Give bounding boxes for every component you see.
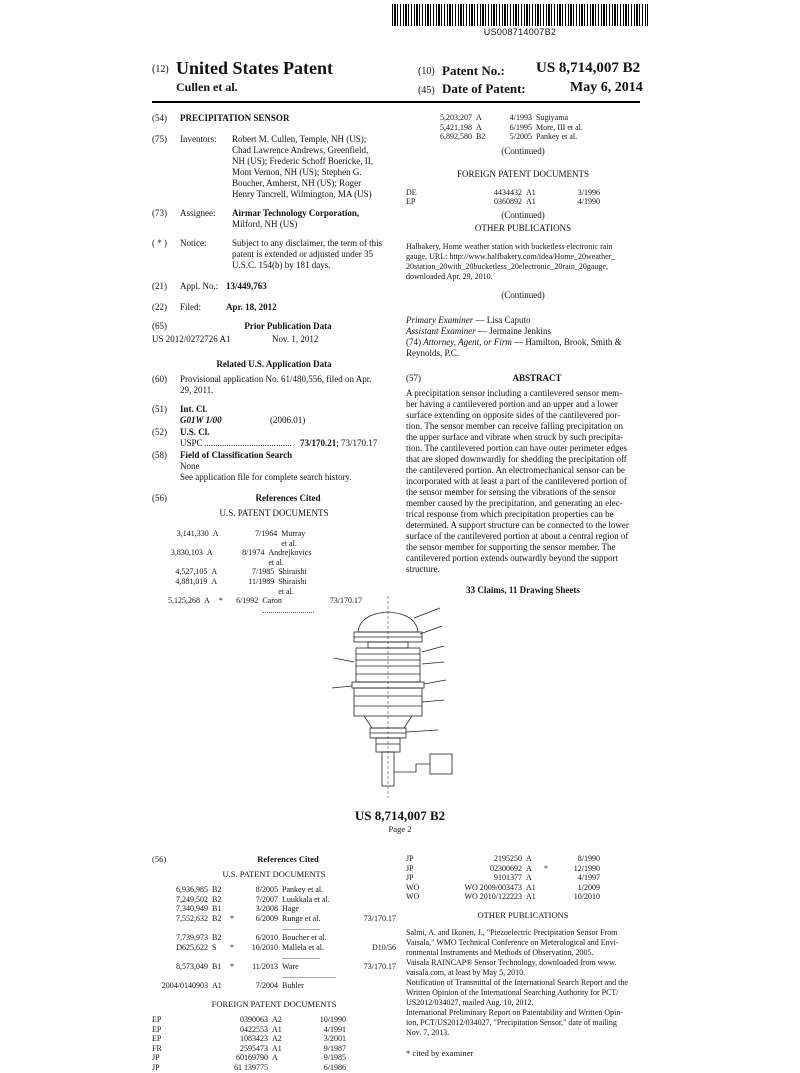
foreign-country: JP	[406, 854, 414, 863]
foreign-date: 4/1997	[577, 873, 600, 883]
foreign-star	[544, 892, 554, 902]
reference-row	[152, 981, 396, 991]
abstract-text	[406, 388, 640, 575]
foreign-kd: A1	[272, 1024, 282, 1034]
foreign-country: JP	[406, 873, 414, 883]
ref-date: 8/2005	[255, 885, 278, 894]
inventor-line: Mont Vernon, NH (US); Stephen G.	[232, 167, 362, 177]
foreign-pn: 2595473	[240, 1043, 268, 1053]
ref-pn: D625,622	[176, 942, 208, 952]
foreign-star	[290, 1063, 300, 1073]
text-line: 20station_20with_20bucketless_20electronic_20rain_20gauge,	[406, 261, 608, 271]
reference-row	[154, 567, 362, 577]
invention-title: PRECIPITATION SENSOR	[180, 113, 290, 123]
foreign-pn: 1083423	[240, 1034, 268, 1044]
field-73-assignee: (73) Assignee: Airmar Technology Corporation, Milford, NH (US)	[152, 208, 360, 229]
page2-left-column: (56) References Cited U.S. PATENT DOCUMENTS 6,936,985 B2 8/2005 Pankey et al. 7,249,502 B2 7/2007 Luukkala et al. 7,340,949 B1 3/2008 Hage 7,552,632 B2 * 6/2009 Runge et al. ................... 73/170.17 7,739,973 B2 6/2010 Boucher et al. D625,622 S * 10/2010 Mallela et al. ................... D10/56 8,573,049 B1 * 11/2013 Ware ........................... 73/170.17 2004/0140903 A1 7/2004 Buhler FOREIGN PATENT DOCUMENTS EP 0390063 A2 10/1990 EP 0422553 A1 4/1991 EP 1083423 A2 3/2001 FR 2595473 A1 9/1987 JP 60169790 A 9/1985 JP 61 139775 6/1986	[152, 854, 396, 1072]
ref-cls: 73/170.17	[329, 596, 362, 606]
foreign-date: 1/2009	[577, 882, 600, 892]
page2-foreign-title: FOREIGN PATENT DOCUMENTS	[211, 998, 337, 1009]
foreign-kd: A2	[272, 1034, 282, 1044]
ref-cls	[305, 529, 362, 548]
foreign-row	[152, 1025, 396, 1035]
foreign-country: JP	[152, 1053, 160, 1063]
continued-reference-list	[406, 113, 640, 142]
ref-star	[230, 981, 240, 991]
inventor-line: Boucher, Amherst, NH (US); Roger	[232, 178, 362, 188]
foreign-date: 10/2010	[573, 892, 600, 902]
foreign-country: EP	[406, 197, 416, 207]
ref-name: Caron ..........................	[262, 596, 315, 615]
primary-examiner: Primary Examiner — Lisa Caputo	[406, 314, 531, 325]
field-56: (56) References Cited	[152, 493, 321, 503]
foreign-row	[152, 1034, 396, 1044]
ref-date: 11/2013	[252, 961, 278, 971]
text-line: tion. The cantilevered portion can have outer perimeter edges	[406, 442, 627, 453]
ref-date: 3/2008	[255, 904, 278, 914]
foreign-date: 3/1996	[577, 187, 600, 197]
ref-pn: 4,527,105	[175, 567, 208, 577]
field-notice: ( * ) Notice: Subject to any disclaimer, the term of this patent is extended or adjusted under 35 U.S.C. 154(b) by 181 days.	[152, 238, 383, 270]
code-12: (12)	[152, 64, 169, 75]
barcode-number: US008714007B2	[483, 27, 557, 37]
foreign-country: JP	[152, 1063, 160, 1072]
text-line: surface of the cantilevered portion at about a central region of	[406, 530, 629, 541]
foreign-row	[406, 197, 640, 207]
ref-date: 6/2009	[255, 913, 278, 923]
right-column: 5,203,207 A 4/1993 Sugiyama 5,421,198 A 6/1995 More, III et al. 6,892,580 B2 5/2005 Pankey et al. (Continued) FOREIGN PATENT DOCUMENTS DE 4434432 A1 3/1996 EP 0360892 A1 4/1990 (Continued) OTHER PUBLICATIONS Halbakery, Home weather station with bucketless electronic rain gauge, URL: http://www.halfbakery.com/idea/Home_20weather_ 20station_20with_20bucketless_20electronic_20rain_20gauge, downloaded Apr. 29, 2010. (Continued) Primary Examiner — Lisa Caputo Assistant Examiner — Jermaine Jenkins (74) Attorney, Agent, or Firm — Hamilton, Brook, Smith & Reynolds, P.C. (57) ABSTRACT A precipitation sensor including a cantilevered sensor mem- ber having a cantilevered portion and an upper and a lower surface extending on opposite sides of the cantilevered por- tion. The sensor member can receive falling precipitation on the upper surface and vibrate when struck by such precipita- tion. The cantilevered portion can have outer perimeter edges that are sloped downwardly for shedding the precipitation off the cantilevered portion. An electromechanical sensor can be incorporated with at least a part of the cantilevered portion of the sensor member for sensing the vibrations of the sensor member caused by the precipitation, and generating an elec- trical response from which precipitation properties can be determined. A support structure can be connected to the lower surface of the cantilevered portion at about a central region of the sensor member for supporting the sensor member. The cantilevered portion extends outwardly beyond the support structure. 33 Claims, 11 Drawing Sheets	[406, 113, 640, 596]
ref-star	[230, 904, 240, 914]
text-line: structure.	[406, 563, 440, 574]
foreign-pn: 2195250	[494, 854, 522, 863]
page2-right-column	[406, 854, 640, 1059]
ref-kd: A	[211, 567, 218, 577]
foreign-country: EP	[152, 1034, 162, 1044]
text-line: Vaisala," WMO Technical Conference on Meterological and Envi-	[406, 938, 619, 948]
inventor-line: Chad Lawrence Andrews, Greenfield,	[232, 145, 369, 155]
foreign-date: 9/1987	[323, 1043, 346, 1053]
related-app-title: Related U.S. Application Data	[216, 359, 332, 369]
foreign-star	[290, 1053, 300, 1063]
text-line: vaisala.com, at least by May 5, 2010.	[406, 968, 526, 978]
field-60: (60) Provisional application No. 61/480,556, filed on Apr. 29, 2011.	[152, 374, 372, 395]
text-line: trical response from which precipitation properties can be	[406, 508, 614, 519]
attorney: (74) Attorney, Agent, or Firm — Hamilton, Brook, Smith &	[406, 336, 622, 347]
inventor-line: NH (US); Frederic Schoff Boericke, II,	[232, 156, 374, 166]
text-line: ion, PCT/US2012/034027, "Precipitation Sensor," date of mailing	[406, 1018, 617, 1028]
ref-star: *	[230, 913, 234, 923]
page2-us-reference-list	[152, 885, 396, 991]
foreign-date: 3/2001	[323, 1034, 346, 1044]
ref-star	[230, 895, 240, 905]
text-line: downloaded Apr. 29, 2010.	[406, 271, 493, 281]
ref-cls: 73/170.17	[363, 913, 396, 923]
ref-cls	[338, 904, 396, 914]
ref-star	[223, 548, 232, 567]
ref-name: Shiraishi	[278, 567, 307, 577]
date-label: Date of Patent:	[442, 81, 526, 96]
text-line: the cantilevered portion. An electromechanical sensor can be	[406, 464, 625, 475]
inventor-short: Cullen et al.	[176, 80, 238, 94]
cited-by-examiner: * cited by examiner	[406, 1048, 474, 1059]
foreign-row	[152, 1015, 396, 1025]
ref-cls: 73/170.17	[363, 961, 396, 971]
inventor-line: Robert M. Cullen, Temple, NH (US);	[232, 134, 367, 144]
ref-kd: B2	[212, 894, 222, 904]
ref-name: Boucher et al.	[282, 932, 327, 942]
foreign-date: 8/1990	[577, 854, 600, 863]
ref-date: 6/1992	[236, 596, 259, 606]
ref-kd: S	[212, 942, 217, 952]
inventor-line: Henry Tancrell, Wilmington, MA (US)	[232, 189, 372, 199]
ref-kd: A	[211, 576, 218, 586]
foreign-pn: 60169790	[236, 1053, 268, 1063]
foreign-pn: 9101377	[494, 873, 522, 883]
foreign-row	[406, 188, 640, 198]
ref-star	[230, 885, 240, 895]
foreign-kd: A	[526, 873, 532, 883]
foreign-star	[544, 854, 554, 864]
page2-foreign-list-right	[406, 854, 640, 902]
ref-cls	[338, 885, 396, 895]
ref-pn: 5,203,207	[440, 113, 472, 122]
ref-name: Mallela et al. ...................	[282, 942, 324, 962]
foreign-row	[406, 883, 640, 893]
foreign-star	[544, 883, 554, 893]
patent-no-label: Patent No.:	[442, 63, 505, 78]
foreign-date: 4/1991	[323, 1024, 346, 1034]
ref-name: Pankey et al.	[282, 885, 324, 894]
foreign-star	[290, 1025, 300, 1035]
ref-pn: 8,573,049	[176, 961, 208, 971]
ref-pn: 7,739,973	[176, 932, 208, 942]
ref-kd: B2	[476, 132, 486, 142]
ref-cls	[338, 895, 396, 905]
ref-pn: 2004/0140903	[161, 980, 208, 990]
text-line: that are sloped downwardly for shedding the precipitation off	[406, 453, 627, 464]
barcode	[392, 4, 648, 26]
reference-row	[152, 914, 396, 933]
foreign-country: WO	[406, 892, 420, 902]
ref-pn: 5,421,198	[440, 122, 472, 132]
foreign-star	[544, 873, 554, 883]
ref-name: Runge et al. ...................	[282, 913, 321, 933]
page2-other-title: OTHER PUBLICATIONS	[477, 909, 569, 920]
text-line: International Preliminary Report on Patentability and Written Opin-	[406, 1008, 624, 1018]
ref-kd: B2	[212, 932, 222, 942]
ref-star	[230, 529, 240, 548]
ref-pn: 6,936,985	[176, 885, 208, 894]
ref-name: Hage	[282, 904, 299, 914]
ref-pn: 5,125,268	[168, 596, 201, 606]
foreign-country: DE	[406, 187, 417, 197]
continued-2: (Continued)	[501, 209, 545, 220]
ref-date: 7/2007	[255, 894, 278, 904]
us-patent-docs-title: U.S. PATENT DOCUMENTS	[219, 508, 329, 518]
representative-drawing	[318, 592, 468, 802]
left-column: (54) PRECIPITATION SENSOR (75) Inventors: Robert M. Cullen, Temple, NH (US); Chad Lawrence Andrews, Greenfield, NH (US); Frederic Schoff Boericke, II, Mont Vernon, NH (US); Stephen G. Boucher, Amherst, NH (US); Roger Henry Tancrell, Wilmington, MA (US) (73) Assignee: Airmar Technology Corporation, Milford, NH (US) ( * ) Notice: Subject to any disclaimer, the term of this patent is extended or adjusted under 35 U.S.C. 154(b) by 181 days. (21) Appl. No.: 13/449,763 (22) Filed: Apr. 18, 2012 (65) Prior Publication Data US 2012/0272726 A1 Nov. 1, 2012 Related U.S. Application Data (60) Provisional application No. 61/480,556, filed on Apr. 29, 2011. (51) Int. Cl. G01W 1/00 (2006.01) (52) U.S. Cl. USPC ....................................... 73/170.21 ; 73/170.17 (58) Field of Classification Search None See application file for complete search history. (56) References Cited U.S. PATENT DOCUMENTS 3,141,330 A 7/1964 Murray et al. 3,830,103 A 8/1974 Andrejkovics et al. 4,527,105 A 7/1985 Shiraishi 4,881,019 A 11/1989 Shiraishi et al. 5,125,268 A * 6/1992 Caron .......................... 73/170.17	[152, 113, 396, 615]
ref-name: Murray et al.	[281, 529, 306, 548]
ref-kd: B2	[212, 913, 222, 923]
text-line: Halbakery, Home weather station with bucketless electronic rain	[406, 241, 613, 251]
ref-pn: 7,340,949	[176, 904, 208, 914]
ref-star: *	[230, 942, 234, 952]
text-line: ronmental Instruments and Methods of Observation, 2005.	[406, 948, 594, 958]
field-75-inventors: (75) Inventors: Robert M. Cullen, Temple, NH (US); Chad Lawrence Andrews, Greenfield, NH (US); Frederic Schoff Boericke, II, Mont Vernon, NH (US); Stephen G. Boucher, Amherst, NH (US); Roger Henry Tancrell, Wilmington, MA (US)	[152, 134, 396, 200]
ref-date: 8/1974	[242, 548, 265, 558]
other-publications	[406, 242, 640, 282]
foreign-row	[152, 1053, 396, 1063]
ref-name: Ware ...........................	[282, 961, 336, 981]
text-line: ber having a cantilevered portion and an upper and a lower	[406, 398, 618, 409]
continued-1: (Continued)	[501, 145, 545, 156]
reference-row	[152, 885, 396, 895]
ref-kd: A	[212, 529, 219, 538]
claims-sheets: 33 Claims, 11 Drawing Sheets	[466, 584, 580, 595]
text-line: tion. The sensor member can receive falling precipitation on	[406, 420, 624, 431]
foreign-pn: 02300692	[490, 863, 522, 873]
ref-cls	[311, 548, 362, 567]
text-line: the upper surface and vibrate when struck by such precipita-	[406, 431, 624, 442]
ref-star	[229, 577, 239, 596]
ref-kd: A1	[212, 980, 222, 990]
foreign-pn: WO 2009/003473	[464, 882, 522, 892]
foreign-country: EP	[152, 1024, 162, 1034]
reference-row	[152, 943, 396, 962]
foreign-star	[290, 1044, 300, 1054]
patent-type-title: United States Patent	[176, 58, 333, 78]
foreign-kd: A	[526, 863, 532, 873]
uspc-value: USPC ....................................... 73/170.21 ; 73/170.17	[180, 438, 378, 448]
ref-pn: 7,249,502	[176, 894, 208, 904]
ref-date: 11/1989	[248, 576, 275, 586]
ref-star: *	[218, 596, 223, 606]
ref-name: Sugiyama	[536, 113, 568, 122]
text-line: Notification of Transmittal of the International Search Report and the	[406, 978, 628, 988]
text-line: cantilevered portion extends outwardly beyond the support	[406, 552, 618, 563]
ref-date: 5/2005	[509, 132, 532, 142]
ref-pn: 3,830,103	[170, 548, 203, 558]
abstract-heading: (57) ABSTRACT	[406, 372, 562, 383]
foreign-date: 4/1990	[577, 197, 600, 207]
foreign-date: 12/1990	[573, 863, 600, 873]
ref-kd: B1	[212, 961, 222, 971]
text-line: gauge, URL: http://www.halfbakery.com/idea/Home_20weather_	[406, 251, 616, 261]
page2-refs-title: References Cited	[257, 854, 319, 864]
ref-date: 4/1993	[509, 113, 532, 122]
field-21-appl-no: (21) Appl. No.: 13/449,763	[152, 281, 267, 291]
foreign-date: 10/1990	[319, 1015, 346, 1025]
ref-name: Shiraishi et al.	[278, 576, 307, 596]
assistant-examiner: Assistant Examiner — Jermaine Jenkins	[406, 325, 551, 336]
reference-row	[152, 904, 396, 914]
ref-cls	[307, 567, 362, 577]
inventor-list	[232, 134, 396, 200]
ref-kd: A	[204, 596, 210, 606]
field-51: (51) Int. Cl.	[152, 404, 208, 414]
foreign-pn: 0422553	[240, 1024, 268, 1034]
ref-kd: A	[206, 548, 213, 558]
ref-date: 6/1995	[509, 122, 532, 132]
foreign-country: WO	[406, 882, 420, 892]
foreign-reference-list	[406, 188, 640, 207]
foreign-pn: 0390063	[240, 1015, 268, 1025]
foreign-kd: A1	[526, 197, 536, 207]
ref-star	[229, 567, 239, 577]
int-cl-value: G01W 1/00 (2006.01)	[180, 415, 306, 425]
foreign-country: JP	[406, 863, 414, 873]
reference-row	[416, 113, 640, 123]
patent-number: US 8,714,007 B2	[536, 60, 641, 76]
prior-publication: US 2012/0272726 A1 Nov. 1, 2012	[152, 334, 319, 344]
page2-patent-number: US 8,714,007 B2	[354, 808, 446, 823]
text-line: US2012/034027, mailed Aug. 10, 2012.	[406, 998, 534, 1008]
reference-row	[152, 895, 396, 905]
foreign-date: 6/1986	[323, 1063, 346, 1072]
foreign-country: EP	[152, 1015, 162, 1025]
ref-kd: A	[476, 122, 482, 132]
field-58: (58) Field of Classification Search	[152, 450, 293, 460]
ref-date: 7/1985	[252, 567, 275, 577]
foreign-docs-title: FOREIGN PATENT DOCUMENTS	[456, 168, 590, 179]
foreign-pn: 0360892	[494, 197, 522, 207]
foreign-pn: 61 139775	[234, 1063, 268, 1072]
foreign-row	[406, 864, 640, 874]
text-line: member caused by the precipitation, and generating an elec-	[406, 497, 623, 508]
foreign-kd: A1	[526, 187, 536, 197]
foreign-kd: A1	[272, 1043, 282, 1053]
text-line: Nov. 7, 2013.	[406, 1028, 450, 1038]
foreign-kd: A	[272, 1053, 278, 1063]
reference-row	[416, 132, 640, 142]
text-line: Salmi, A. and Ikonen, J., "Piezoelectric Precipitation Sensor From	[406, 928, 618, 938]
ref-name: Luukkala et al.	[282, 894, 330, 904]
foreign-row	[406, 892, 640, 902]
foreign-kd: A1	[526, 892, 536, 902]
ref-cls	[338, 981, 396, 991]
foreign-star	[290, 1034, 300, 1044]
ref-cls	[338, 933, 396, 943]
text-line: surface extending on opposite sides of the cantilevered por-	[406, 409, 621, 420]
ref-name: Buhler	[282, 980, 304, 990]
text-line: incorporated with at least a part of the cantilevered portion of	[406, 475, 627, 486]
foreign-kd: A	[526, 854, 532, 863]
foreign-row	[152, 1044, 396, 1054]
text-line: determined. A support structure can be connected to the lower	[406, 519, 629, 530]
other-publications-title: OTHER PUBLICATIONS	[474, 222, 572, 233]
ref-name: More, III et al.	[536, 122, 583, 132]
field-52: (52) U.S. Cl.	[152, 427, 210, 437]
text-line: Vaisala RAINCAP® Sensor Technology, downloaded from www.	[406, 958, 617, 968]
text-line: the sensor member for sensing the vibrations of the sensor	[406, 486, 616, 497]
patent-date: May 6, 2014	[570, 80, 643, 95]
ref-star	[230, 933, 240, 943]
page2-foreign-list-left	[152, 1015, 396, 1073]
field-22-filed: (22) Filed: Apr. 18, 2012	[152, 302, 277, 312]
reference-row	[152, 962, 396, 981]
text-line: A precipitation sensor including a cantilevered sensor mem-	[406, 387, 623, 398]
ref-date: 7/1964	[255, 529, 278, 538]
ref-date: 10/2010	[251, 942, 278, 952]
code-10: (10)	[418, 66, 435, 77]
ref-pn: 3,141,330	[176, 529, 209, 538]
text-line: the sensor member for supporting the sensor member. The	[406, 541, 616, 552]
continued-3: (Continued)	[501, 289, 545, 300]
ref-date: 6/2010	[255, 932, 278, 942]
foreign-pn: 4434432	[494, 187, 522, 197]
ref-pn: 7,552,632	[176, 913, 208, 923]
reference-row	[416, 123, 640, 133]
field-54: (54) PRECIPITATION SENSOR	[152, 113, 290, 123]
page2-us-docs-title: U.S. PATENT DOCUMENTS	[222, 868, 326, 879]
ref-kd: B2	[212, 885, 222, 894]
ref-name: Pankey et al.	[536, 132, 578, 142]
ref-star: *	[230, 961, 234, 971]
foreign-row	[406, 854, 640, 864]
foreign-country: FR	[152, 1043, 162, 1053]
foreign-row	[152, 1063, 396, 1073]
foreign-kd: A2	[272, 1015, 282, 1025]
foreign-pn: WO 2010/122223	[464, 892, 522, 902]
field-65: (65) Prior Publication Data	[152, 321, 332, 331]
text-line: Written Opinion of the International Searching Authority for PCT/	[406, 988, 619, 998]
ref-cls: D10/56	[372, 942, 396, 952]
ref-pn: 4,881,019	[175, 576, 208, 586]
foreign-kd	[268, 1063, 290, 1073]
page2-other-publications	[406, 928, 640, 1038]
reference-row	[154, 529, 362, 548]
foreign-row	[406, 873, 640, 883]
foreign-star: *	[544, 863, 548, 873]
page2-page-number: Page 2	[388, 824, 412, 834]
reference-row	[154, 548, 362, 567]
reference-row	[152, 933, 396, 943]
ref-kd: B1	[212, 904, 222, 914]
code-45: (45)	[418, 85, 435, 96]
foreign-star	[290, 1015, 300, 1025]
ref-date: 7/2004	[255, 980, 278, 990]
foreign-kd: A1	[526, 882, 536, 892]
ref-kd: A	[476, 113, 482, 122]
ref-pn: 6,892,580	[440, 132, 472, 142]
foreign-date: 9/1985	[323, 1053, 346, 1063]
ref-name: Andrejkovics et al.	[268, 548, 312, 567]
header-rule	[152, 101, 640, 103]
